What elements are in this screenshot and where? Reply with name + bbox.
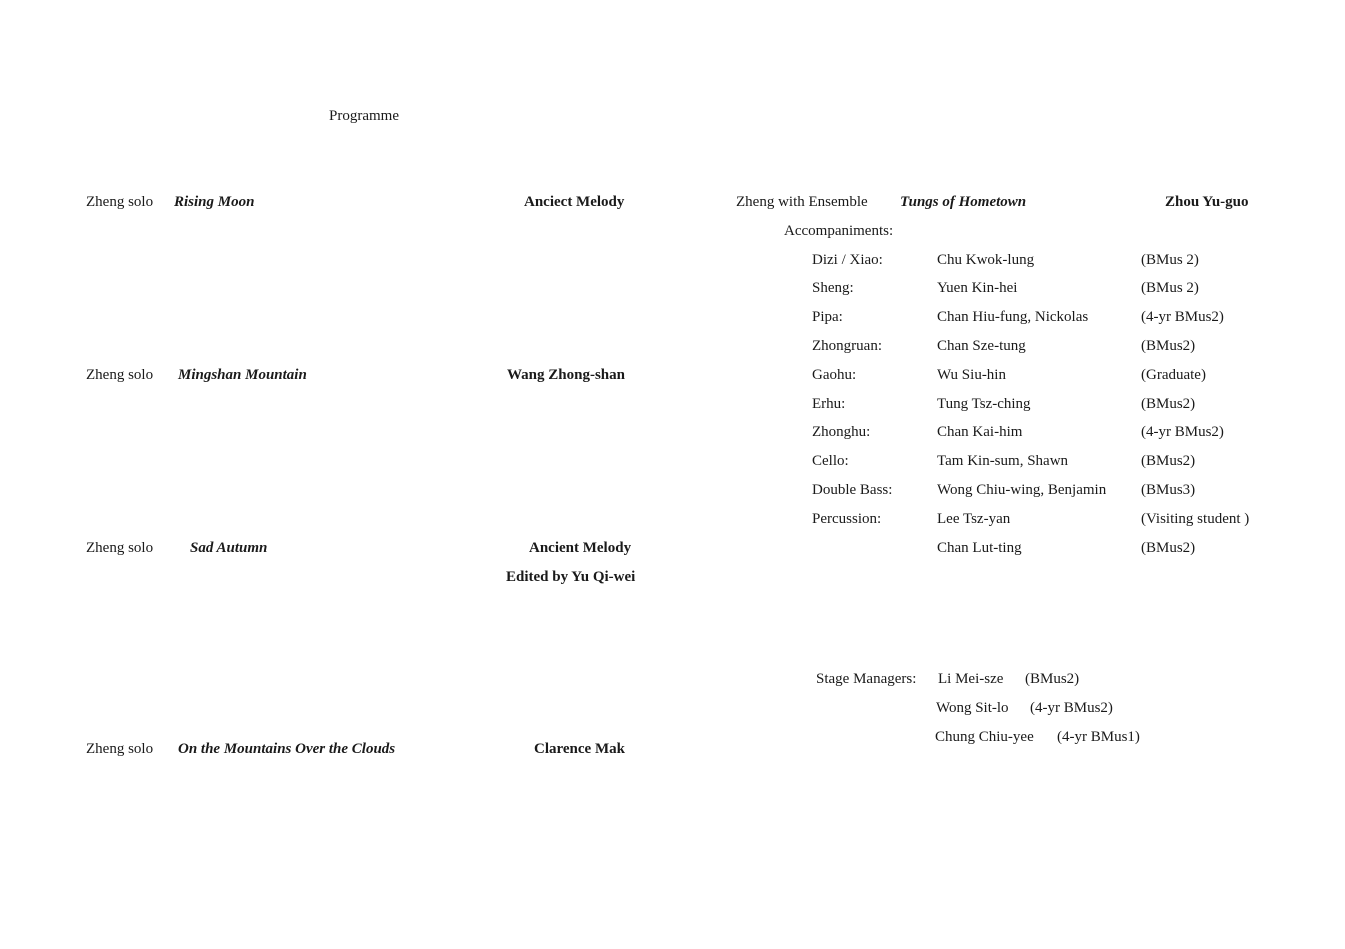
item-3-editor: Edited by Yu Qi-wei xyxy=(506,569,636,585)
ensemble-composer: Zhou Yu-guo xyxy=(1165,194,1249,210)
accompanist-instrument: Pipa: xyxy=(812,309,843,325)
accompanist-instrument: Double Bass: xyxy=(812,482,893,498)
accompanist-programme: (BMus2) xyxy=(1141,453,1196,469)
accompanist-programme: (BMus 2) xyxy=(1141,280,1199,296)
accompanist-instrument: Zhongruan: xyxy=(812,338,882,354)
accompanist-programme: (BMus2) xyxy=(1141,338,1196,354)
accompanist-name: Wu Siu-hin xyxy=(937,367,1006,383)
accompanist-programme: (4-yr BMus2) xyxy=(1141,309,1224,325)
item-2-title: Mingshan Mountain xyxy=(178,367,307,383)
item-2-type: Zheng solo xyxy=(86,367,154,383)
accompanist-name: Chu Kwok-lung xyxy=(937,252,1035,268)
stage-managers-label: Stage Managers: xyxy=(816,671,917,687)
item-3-title: Sad Autumn xyxy=(190,540,268,556)
accompanist-programme: (BMus 2) xyxy=(1141,252,1199,268)
accompanist-instrument: Dizi / Xiao: xyxy=(812,252,883,268)
item-4-title: On the Mountains Over the Clouds xyxy=(178,741,396,757)
accompanist-programme: (4-yr BMus2) xyxy=(1141,424,1224,440)
accompanist-name: Chan Lut-ting xyxy=(937,540,1022,556)
accompanist-programme: (BMus2) xyxy=(1141,540,1196,556)
stage-manager-name: Chung Chiu-yee xyxy=(935,729,1034,745)
accompanist-instrument: Sheng: xyxy=(812,280,854,296)
accompanist-instrument: Percussion: xyxy=(812,511,882,527)
accompanist-programme: (BMus2) xyxy=(1141,396,1196,412)
accompanist-instrument: Zhonghu: xyxy=(812,424,871,440)
stage-manager-programme: (BMus2) xyxy=(1025,671,1080,687)
accompanist-programme: (Graduate) xyxy=(1141,367,1206,383)
accompanist-name: Tung Tsz-ching xyxy=(937,396,1031,412)
accompanist-instrument: Erhu: xyxy=(812,396,846,412)
stage-manager-programme: (4-yr BMus2) xyxy=(1030,700,1113,716)
programme-title: Programme xyxy=(329,108,399,124)
stage-manager-name: Wong Sit-lo xyxy=(936,700,1009,716)
accompanist-instrument: Cello: xyxy=(812,453,849,469)
ensemble-title: Tungs of Hometown xyxy=(900,194,1027,210)
accompanist-programme: (BMus3) xyxy=(1141,482,1196,498)
accompaniments-label: Accompaniments: xyxy=(784,223,894,239)
accompanist-name: Tam Kin-sum, Shawn xyxy=(937,453,1069,469)
accompanist-name: Yuen Kin-hei xyxy=(937,280,1018,296)
item-3-composer: Ancient Melody xyxy=(529,540,632,556)
item-4-type: Zheng solo xyxy=(86,741,154,757)
item-3-type: Zheng solo xyxy=(86,540,154,556)
accompanist-instrument: Gaohu: xyxy=(812,367,857,383)
stage-manager-name: Li Mei-sze xyxy=(938,671,1004,687)
item-4-composer: Clarence Mak xyxy=(534,741,625,757)
item-1-type: Zheng solo xyxy=(86,194,154,210)
accompanist-name: Chan Sze-tung xyxy=(937,338,1026,354)
accompanist-name: Lee Tsz-yan xyxy=(937,511,1011,527)
accompanist-programme: (Visiting student ) xyxy=(1141,511,1250,527)
ensemble-type: Zheng with Ensemble xyxy=(736,194,868,210)
stage-manager-programme: (4-yr BMus1) xyxy=(1057,729,1140,745)
accompanist-name: Chan Hiu-fung, Nickolas xyxy=(937,309,1089,325)
accompanist-name: Chan Kai-him xyxy=(937,424,1023,440)
item-1-title: Rising Moon xyxy=(174,194,255,210)
item-1-composer: Anciect Melody xyxy=(524,194,625,210)
accompanist-name: Wong Chiu-wing, Benjamin xyxy=(937,482,1107,498)
item-2-composer: Wang Zhong-shan xyxy=(507,367,625,383)
